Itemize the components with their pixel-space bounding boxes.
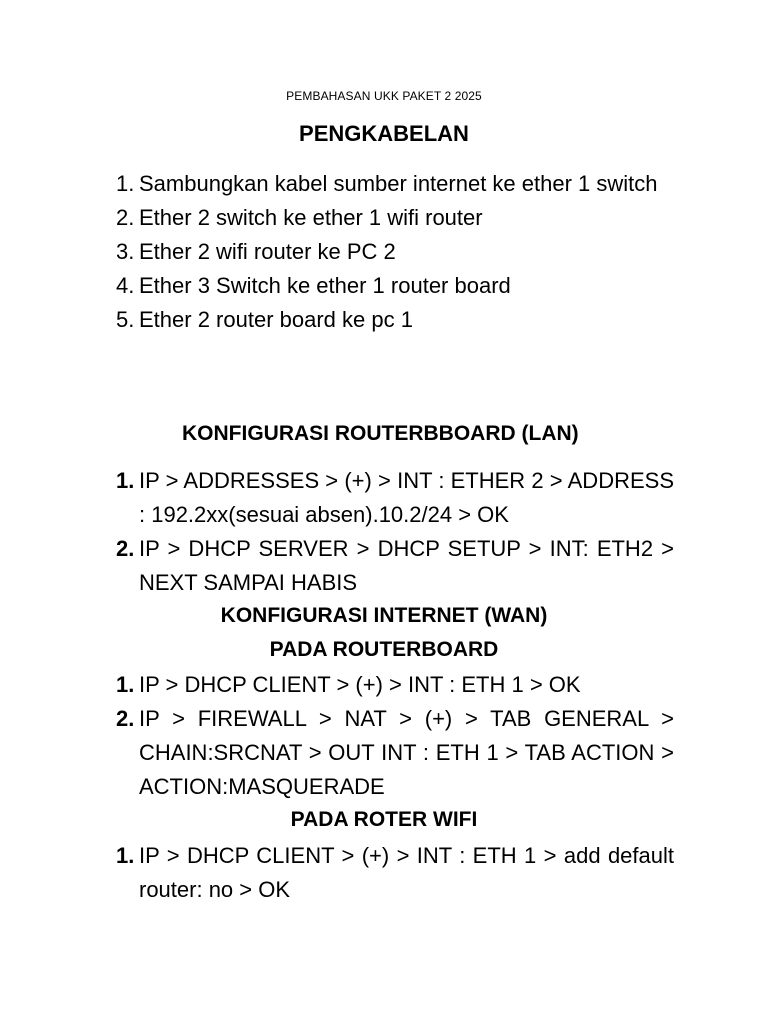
list-item	[116, 532, 674, 600]
cabling-title: PENGKABELAN	[299, 121, 469, 146]
list-item	[116, 235, 674, 269]
list-item	[116, 839, 674, 907]
wifi-subtitle: PADA ROTER WIFI	[290, 808, 478, 831]
list-item	[116, 464, 674, 532]
item-number: 2.	[116, 536, 135, 561]
item-number: 1.	[116, 843, 135, 868]
item-number: 1.	[116, 672, 135, 697]
item-text: IP > DHCP CLIENT > (+) > INT : ETH 1 > OK	[139, 672, 581, 697]
list-item	[116, 668, 674, 702]
list-item	[116, 269, 674, 303]
item-text: IP > FIREWALL > NAT > (+) > TAB GENERAL > CHAIN:SRCNAT > OUT INT : ETH 1 > TAB ACTION > ACTION:MASQUERADE	[139, 706, 674, 799]
item-text: Ether 2 router board ke pc 1	[139, 307, 413, 332]
item-number: 3.	[116, 239, 135, 264]
list-item	[116, 167, 674, 201]
item-number: 2.	[116, 205, 135, 230]
item-number: 1.	[116, 171, 135, 196]
item-text: IP > ADDRESSES > (+) > INT : ETHER 2 > ADDRESS : 192.2xx(sesuai absen).10.2/24 > OK	[139, 468, 674, 527]
item-text: IP > DHCP SERVER > DHCP SETUP > INT: ETH2 > NEXT SAMPAI HABIS	[139, 536, 674, 595]
list-item	[116, 702, 674, 804]
lan-title: KONFIGURASI ROUTERBBOARD (LAN)	[182, 422, 579, 445]
cabling-list	[116, 167, 674, 337]
wan-title: KONFIGURASI INTERNET (WAN)	[220, 604, 548, 627]
list-item	[116, 303, 674, 337]
item-text: Sambungkan kabel sumber internet ke ether 1 switch	[139, 171, 658, 196]
item-text: Ether 2 switch ke ether 1 wifi router	[139, 205, 483, 230]
item-text: Ether 2 wifi router ke PC 2	[139, 239, 396, 264]
routerboard-list	[116, 668, 674, 804]
item-number: 4.	[116, 273, 135, 298]
header-note: PEMBAHASAN UKK PAKET 2 2025	[286, 89, 482, 103]
item-number: 2.	[116, 706, 135, 731]
item-text: IP > DHCP CLIENT > (+) > INT : ETH 1 > add default router: no > OK	[139, 843, 674, 902]
wifi-list	[116, 839, 674, 907]
item-number: 5.	[116, 307, 135, 332]
item-number: 1.	[116, 468, 135, 493]
routerboard-subtitle: PADA ROUTERBOARD	[269, 638, 499, 661]
item-text: Ether 3 Switch ke ether 1 router board	[139, 273, 511, 298]
lan-list	[116, 464, 674, 600]
list-item	[116, 201, 674, 235]
